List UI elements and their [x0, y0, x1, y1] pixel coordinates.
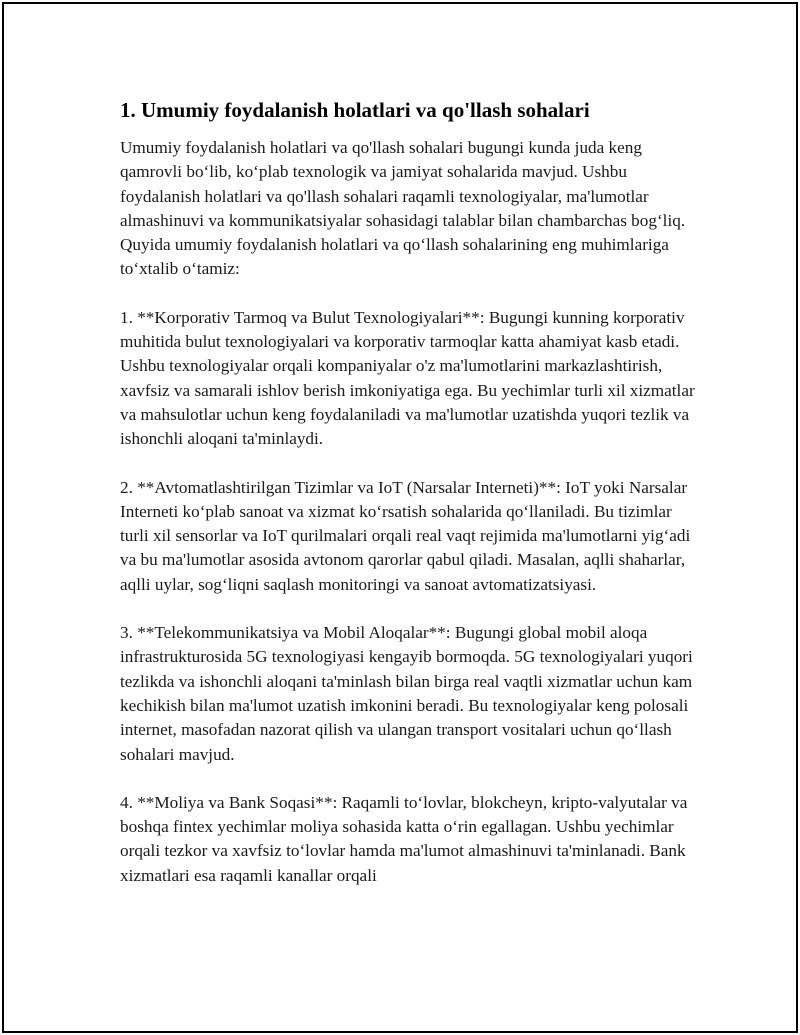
- paragraph-telecom: 3. **Telekommunikatsiya va Mobil Aloqalar**: Bugungi global mobil aloqa infrastrukturosida 5G texnologiyasi kengayib bormoqda. 5G texnologiyalari yuqori tezlikda va ishonchli aloqani ta'minlash bilan birga real vaqtli xizmatlar uchun kam kechikish bilan ma'lumot uzatish imkonini beradi. Bu texnologiyalar keng polosali internet, masofadan nazorat qilish va ulangan transport vositalari uchun qo‘llash sohalari mavjud.: [120, 623, 693, 764]
- document-body: [120, 96, 695, 912]
- section-heading: 1. Umumiy foydalanish holatlari va qo'llash sohalari: [120, 98, 590, 122]
- paragraph-corporate-cloud: 1. **Korporativ Tarmoq va Bulut Texnologiyalari**: Bugungi kunning korporativ muhitida bulut texnologiyalari va korporativ tarmoqlar katta ahamiyat kasb etadi. Ushbu texnologiyalar orqali kompaniyalar o'z ma'lumotlarini markazlashtirish, xavfsiz va samarali ishlov berish imkoniyatiga ega. Bu yechimlar turli xil xizmatlar va mahsulotlar uchun keng foydalaniladi va ma'lumotlar uzatishda yuqori tezlik va ishonchli aloqani ta'minlaydi.: [120, 307, 695, 449]
- document-page: [2, 2, 798, 1033]
- paragraph-finance: 4. **Moliya va Bank Soqasi**: Raqamli to‘lovlar, blokcheyn, kripto-valyutalar va boshqa fintex yechimlar moliya sohasida katta o‘rin egallagan. Ushbu yechimlar orqali tezkor va xavfsiz to‘lovlar hamda ma'lumot almashinuvi ta'minlanadi. Bank xizmatlari esa raqamli kanallar orqali: [120, 792, 688, 885]
- intro-paragraph: Umumiy foydalanish holatlari va qo'llash sohalari bugungi kunda juda keng qamrovli bo‘lib, ko‘plab texnologik va jamiyat sohalarida mavjud. Ushbu foydalanish holatlari va qo'llash sohalari raqamli texnologiyalar, ma'lumotlar almashinuvi va kommunikatsiyalar sohasidagi talablar bilan chambarchas bog‘liq. Quyida umumiy foydalanish holatlari va qo‘llash sohalarining eng muhimlariga to‘xtalib o‘tamiz:: [120, 138, 686, 279]
- paragraph-iot: 2. **Avtomatlashtirilgan Tizimlar va IoT (Narsalar Interneti)**: IoT yoki Narsalar Interneti ko‘plab sanoat va xizmat ko‘rsatish sohalarida qo‘llaniladi. Bu tizimlar turli xil sensorlar va IoT qurilmalari orqali real vaqt rejimida ma'lumotlarni yig‘adi va bu ma'lumotlar asosida avtonom qarorlar qabul qiladi. Masalan, aqlli shaharlar, aqlli uylar, sog‘liqni saqlash monitoringi va sanoat avtomatizatsiyasi.: [120, 477, 691, 594]
